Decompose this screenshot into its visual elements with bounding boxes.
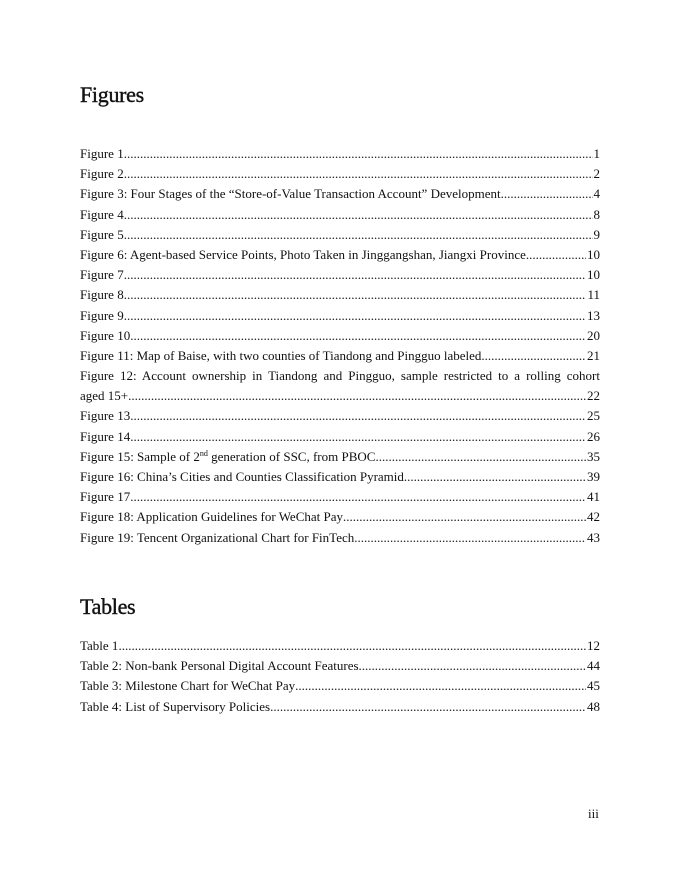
toc-entry-page: 4: [593, 186, 600, 202]
toc-entry-page: 9: [593, 226, 600, 242]
toc-entry-title-prefix: Figure 15: Sample of 2: [80, 448, 200, 464]
toc-entry-figure-10[interactable]: [80, 326, 600, 346]
toc-entry-title: Figure 6: Agent-based Service Points, Photo Taken in Jinggangshan, Jiangxi Province: [80, 246, 526, 262]
toc-entry-page: 39: [587, 469, 600, 484]
toc-entry-title: [80, 447, 375, 467]
toc-entry-page: 45: [587, 678, 600, 694]
toc-entry-table-2[interactable]: [80, 656, 600, 676]
dot-leader: [124, 164, 593, 184]
toc-entry-figure-13[interactable]: [80, 406, 600, 426]
toc-entry-page: 26: [587, 428, 600, 444]
toc-entry-title: Figure 18: Application Guidelines for WeChat Pay: [80, 509, 344, 525]
toc-entry-title: Table 4: List of Supervisory Policies: [80, 698, 271, 714]
dot-leader: [130, 487, 586, 507]
dot-leader: [124, 306, 586, 326]
toc-entry-page: 25: [587, 408, 600, 424]
dot-leader: [354, 528, 586, 548]
toc-entry-figure-12[interactable]: [80, 366, 600, 406]
toc-entry-title: Figure 17: [80, 489, 131, 505]
toc-entry-page: 43: [587, 529, 600, 545]
toc-entry-page: 13: [587, 307, 600, 323]
toc-entry-figure-5[interactable]: [80, 225, 600, 245]
toc-entry-page: 11: [587, 287, 600, 303]
toc-entry-page: 48: [587, 698, 600, 714]
toc-entry-figure-16[interactable]: [80, 467, 600, 487]
toc-entry-figure-11[interactable]: [80, 346, 600, 366]
toc-entry-page: 35: [587, 448, 600, 464]
toc-entry-page: 12: [587, 638, 600, 653]
toc-entry-title-suffix: generation of SSC, from PBOC: [207, 448, 376, 464]
toc-entry-page: 20: [587, 327, 600, 343]
toc-entry-title: Figure 11: Map of Baise, with two counties of Tiandong and Pingguo labeled: [80, 347, 482, 363]
toc-entry-page: 42: [587, 509, 600, 525]
dot-leader: [128, 386, 586, 406]
toc-entry-figure-7[interactable]: [80, 265, 600, 285]
dot-leader: [501, 184, 593, 204]
dot-leader: [343, 507, 586, 527]
toc-entry-figure-6[interactable]: [80, 245, 600, 265]
toc-entry-figure-8[interactable]: [80, 285, 600, 305]
toc-entry-figure-14[interactable]: [80, 427, 600, 447]
dot-leader: [130, 406, 586, 426]
dot-leader: [130, 326, 586, 346]
toc-entry-figure-9[interactable]: [80, 306, 600, 326]
toc-entry-page: 2: [593, 166, 600, 182]
tables-list: [80, 636, 600, 717]
toc-entry-figure-19[interactable]: [80, 528, 600, 548]
toc-entry-table-1[interactable]: [80, 636, 600, 656]
toc-entry-title: Table 3: Milestone Chart for WeChat Pay: [80, 678, 296, 694]
dot-leader: [124, 205, 593, 225]
toc-entry-title: Figure 3: Four Stages of the “Store-of-Value Transaction Account” Development: [80, 186, 501, 202]
dot-leader: [270, 697, 586, 717]
dot-leader: [404, 467, 586, 487]
toc-entry-title: Figure 10: [80, 327, 131, 343]
toc-entry-title-superscript: nd: [199, 448, 208, 458]
toc-entry-title: Figure 4: [80, 206, 124, 222]
toc-entry-figure-17[interactable]: [80, 487, 600, 507]
dot-leader: [526, 245, 586, 265]
toc-entry-page: 21: [587, 347, 600, 363]
toc-entry-title: Figure 2: [80, 166, 124, 182]
toc-entry-title: Figure 14: [80, 428, 131, 444]
toc-entry-table-3[interactable]: [80, 676, 600, 696]
toc-entry-title-line2: aged 15+: [80, 388, 129, 404]
dot-leader: [375, 447, 586, 467]
toc-entry-title: Figure 9: [80, 307, 124, 323]
toc-entry-title: Figure 13: [80, 408, 131, 424]
toc-entry-figure-3[interactable]: [80, 184, 600, 204]
toc-entry-figure-2[interactable]: [80, 164, 600, 184]
toc-entry-page: 44: [587, 658, 600, 674]
toc-entry-page: 22: [587, 388, 600, 404]
dot-leader: [124, 285, 587, 305]
toc-entry-title: Figure 16: China’s Cities and Counties Classification Pyramid: [80, 469, 404, 484]
toc-entry-figure-1[interactable]: [80, 144, 600, 164]
toc-entry-page: 41: [587, 489, 600, 505]
dot-leader: [481, 346, 586, 366]
toc-entry-page: 10: [587, 246, 600, 262]
toc-entry-figure-18[interactable]: [80, 507, 600, 527]
dot-leader: [118, 636, 586, 656]
toc-entry-page: 10: [587, 267, 600, 283]
dot-leader: [130, 427, 586, 447]
page-number: iii: [588, 806, 599, 821]
toc-entry-table-4[interactable]: [80, 697, 600, 717]
toc-entry-title: Figure 19: Tencent Organizational Chart for FinTech: [80, 529, 355, 545]
toc-entry-title: Figure 1: [80, 146, 124, 161]
toc-entry-page: 8: [593, 206, 600, 222]
dot-leader: [124, 225, 593, 245]
toc-entry-title-line1: Figure 12: Account ownership in Tiandong and Pingguo, sample restricted to a rolling cohort: [80, 368, 600, 384]
toc-entry-title: Figure 7: [80, 267, 124, 283]
toc-entry-title: Figure 8: [80, 287, 124, 303]
tables-heading: Tables: [80, 594, 136, 619]
toc-entry-page: 1: [593, 146, 600, 161]
figures-heading: Figures: [80, 82, 144, 107]
toc-entry-title: Table 1: [80, 638, 119, 653]
toc-entry-figure-15[interactable]: [80, 447, 600, 467]
dot-leader: [295, 676, 586, 696]
toc-entry-figure-4[interactable]: [80, 205, 600, 225]
dot-leader: [359, 656, 586, 676]
figures-list: [80, 144, 600, 548]
dot-leader: [124, 144, 593, 164]
toc-entry-title: Figure 5: [80, 226, 124, 242]
toc-entry-title: Table 2: Non-bank Personal Digital Account Features: [80, 658, 359, 674]
dot-leader: [124, 265, 586, 285]
